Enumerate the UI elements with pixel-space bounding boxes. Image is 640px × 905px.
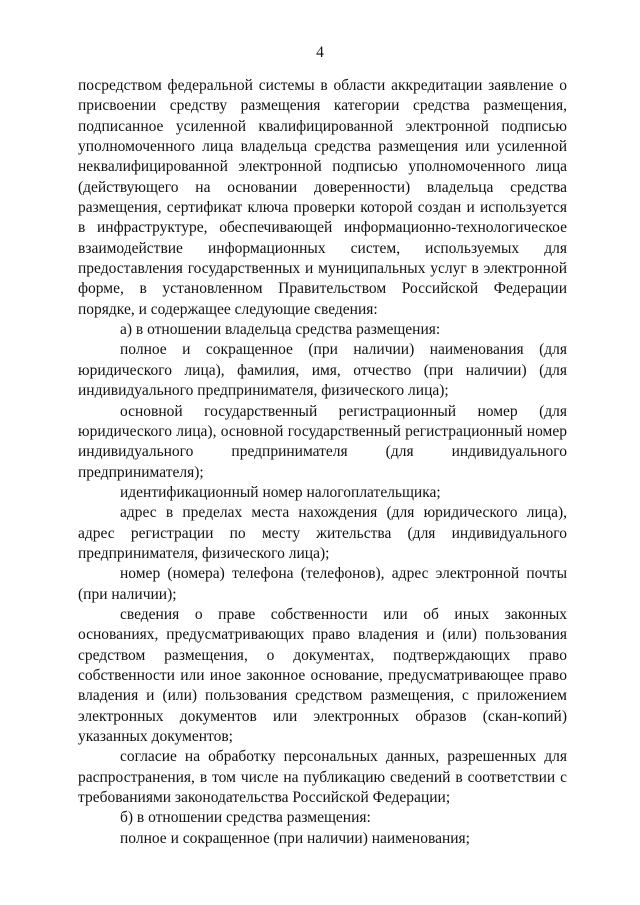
paragraph-contacts: номер (номера) телефона (телефонов), адрес электронной почты (при наличии);: [78, 565, 567, 603]
paragraph-owner-names: полное и сокращенное (при наличии) наименования (для юридического лица), фамилия, имя, отчество (при наличии) (для индивидуального предпринимателя, физического лица);: [78, 341, 567, 400]
paragraph-address: адрес в пределах места нахождения (для юридического лица), адрес регистрации по месту жительства (для индивидуального предпринимателя, физического лица);: [78, 504, 567, 562]
paragraph-owner-heading: а) в отношении владельца средства размещения:: [120, 321, 441, 339]
paragraph-ownership-rights: сведения о праве собственности или об иных законных основаниях, предусматривающих право владения и (или) пользования средством размещения, о документах, подтверждающих право собственности или иное законное основание, предусматривающее право владения и (или) пользования средством размещения, с приложением электронных документов или электронных образов (скан-копий) указанных документов;: [78, 605, 567, 745]
paragraph-taxpayer-id: идентификационный номер налогоплательщика;: [120, 483, 441, 501]
page-number: 4: [316, 44, 324, 61]
paragraph-personal-data-consent: согласие на обработку персональных данных, разрешенных для распространения, в том числе на публикацию сведений в соответствии с требованиями законодательства Российской Федерации;: [78, 748, 567, 807]
paragraph-facility-heading: б) в отношении средства размещения:: [120, 809, 371, 827]
document-body: [78, 76, 567, 849]
paragraph-registration-number: основной государственный регистрационный номер (для юридического лица), основной государственный регистрационный номер индивидуального предпринимателя (для индивидуального предпринимателя);: [78, 402, 567, 481]
paragraph-continuation: посредством федеральной системы в области аккредитации заявление о присвоении средству размещения категории средства размещения, подписанное усиленной квалифицированной электронной подписью уполномоченного лица владельца средства размещения или усиленной неквалифицированной электронной подписью уполномоченного лица (действующего на основании доверенности) владельца средства размещения, сертификат ключа проверки которой создан и используется в инфраструктуре, обеспечивающей информационно-технологическое взаимодействие информационных систем, используемых для предоставления государственных и муниципальных услуг в электронной форме, в установленном Правительством Российской Федерации порядке, и содержащее следующие сведения:: [78, 77, 567, 318]
paragraph-facility-names: полное и сокращенное (при наличии) наименования;: [120, 829, 470, 847]
